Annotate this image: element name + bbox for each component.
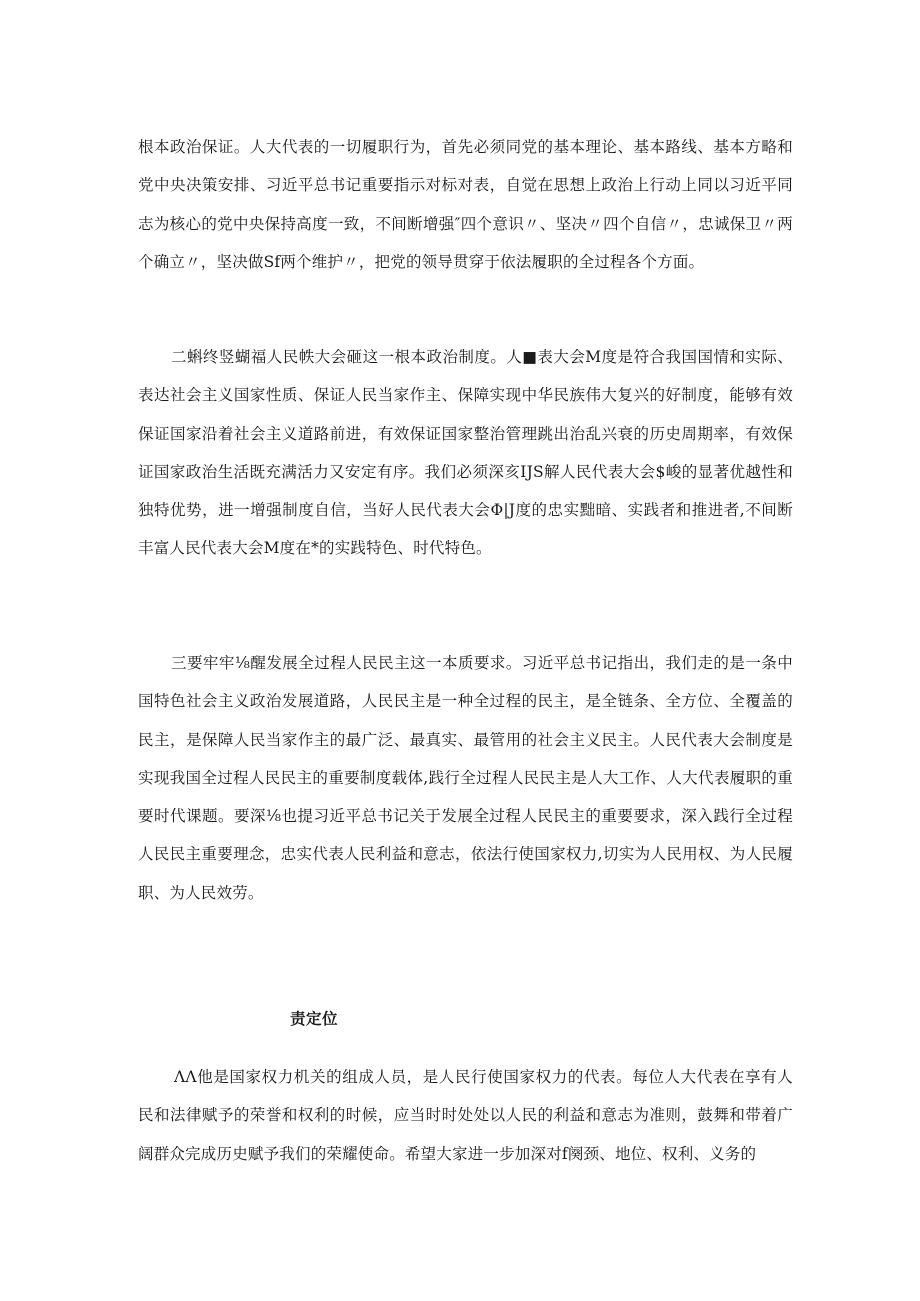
section-heading: 责定位: [290, 1009, 339, 1028]
paragraph-political-guarantee: 根本政治保证。人大代表的一切履职行为，首先必须同党的基本理论、基本路线、基本方略和党中央决策安排、习近平总书记重要指示对标对表，自觉在思想上政治上行动上同以习近平同志为核心的党中央保持高度一致，不间断增强″四个意识〃、坚决〃四个自信〃，忠诚保卫〃两个确立〃，坚决做Sf两个维护〃，把党的领导贯穿于依法履职的全过程各个方面。: [138, 138, 793, 271]
paragraph-peoples-congress-system: 二蝌终竖蝴福人民帙大会砸这一根本政治制度。人■表大会M度是符合我国国情和实际、表达社会主义国家性质、保证人民当家作主、保障实现中华民族伟大复兴的好制度，能够有效保证国家沿着社会主义道路前进，有效保证国家整治管理跳出治乱兴衰的历史周期率，有效保证国家政治生活既充满活力又安定有序。我们必须深亥IJS解人民代表大会$峻的显著优越性和独特优势，进一增强制度自信，当好人民代表大会Φ|J度的忠实黜暗、实践者和推进者,不间断丰富人民代表大会M度在*的实践特色、时代特色。: [138, 348, 793, 558]
paragraph-deputy-role: ΛΛ他是国家权力机关的组成人员，是人民行使国家权力的代表。每位人大代表在享有人民和法律赋予的荣誉和权利的时候，应当时时处处以人民的利益和意志为准则，鼓舞和带着广阔群众完成历史赋予我们的荣耀使命。希望大家进一步加深对f阕颈、地位、权利、义务的: [138, 1068, 793, 1163]
paragraph-whole-process-democracy: 三要牢牢⅛醒发展全过程人民民主这一本质要求。习近平总书记指出，我们走的是一条中国特色社会主义政治发展道路，人民民主是一种全过程的民主，是全链条、全方位、全覆盖的民主，是保障人民当家作主的最广泛、最真实、最管用的社会主义民主。人民代表大会制度是实现我国全过程人民民主的重要制度载体,践行全过程人民民主是人大工作、人大代表履职的重要时代课题。要深⅛也提习近平总书记关于发展全过程人民民主的重要要求，深入践行全过程人民民主重要理念，忠实代表人民利益和意志，依法行使国家权力,切实为人民用权、为人民履职、为人民效劳。: [138, 654, 793, 902]
